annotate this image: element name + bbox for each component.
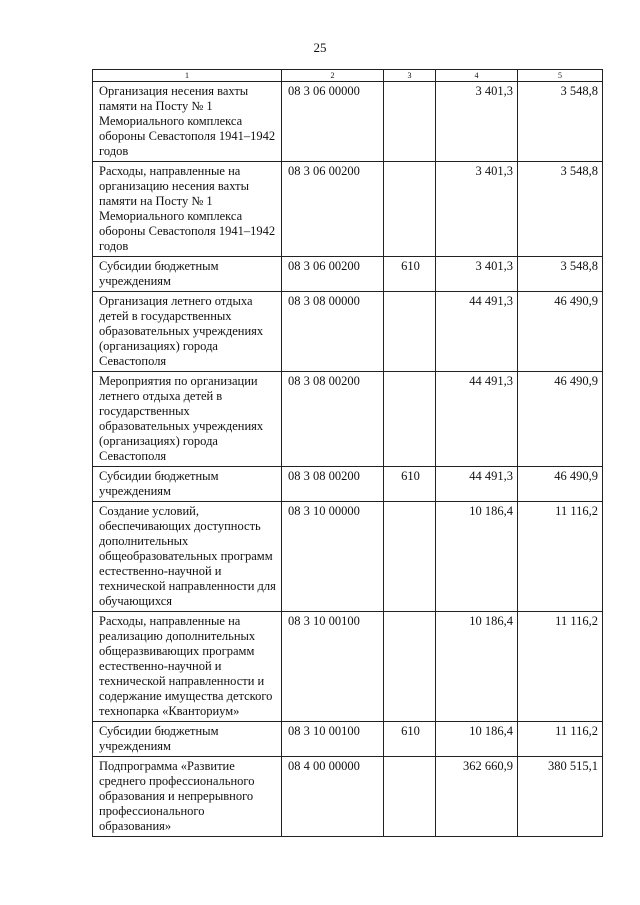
row-name: Организация летнего отдыха детей в государственных образовательных учреждениях (организациях) города Севастополя (93, 292, 282, 372)
row-sum-1: 3 401,3 (436, 82, 518, 162)
row-code: 08 3 08 00200 (282, 372, 384, 467)
row-code: 08 3 08 00000 (282, 292, 384, 372)
column-header-1: 1 (93, 70, 282, 82)
row-name: Подпрограмма «Развитие среднего профессионального образования и непрерывного профессионального образования» (93, 757, 282, 837)
row-name: Мероприятия по организации летнего отдыха детей в государственных образовательных учреждениях (организациях) города Севастополя (93, 372, 282, 467)
row-code: 08 3 10 00100 (282, 612, 384, 722)
row-code: 08 3 10 00000 (282, 502, 384, 612)
column-header-4: 4 (436, 70, 518, 82)
row-sum-1: 44 491,3 (436, 372, 518, 467)
row-sum-1: 362 660,9 (436, 757, 518, 837)
budget-table (92, 69, 603, 837)
row-sum-2: 380 515,1 (518, 757, 603, 837)
row-code: 08 3 06 00000 (282, 82, 384, 162)
row-expense-type (384, 162, 436, 257)
row-expense-type (384, 502, 436, 612)
table-row (93, 612, 603, 722)
table-row (93, 722, 603, 757)
column-header-3: 3 (384, 70, 436, 82)
row-expense-type (384, 612, 436, 722)
table-row (93, 467, 603, 502)
table-row (93, 82, 603, 162)
row-name: Расходы, направленные на организацию несения вахты памяти на Посту № 1 Мемориального комплекса обороны Севастополя 1941–1942 годов (93, 162, 282, 257)
row-code: 08 4 00 00000 (282, 757, 384, 837)
page-number: 25 (313, 40, 327, 55)
row-sum-2: 11 116,2 (518, 502, 603, 612)
row-name: Организация несения вахты памяти на Посту № 1 Мемориального комплекса обороны Севастополя 1941–1942 годов (93, 82, 282, 162)
column-header-5: 5 (518, 70, 603, 82)
row-expense-type (384, 292, 436, 372)
row-expense-type: 610 (384, 722, 436, 757)
header-row (93, 70, 603, 82)
row-sum-1: 44 491,3 (436, 292, 518, 372)
row-expense-type: 610 (384, 467, 436, 502)
table-row (93, 372, 603, 467)
table-row (93, 502, 603, 612)
table-row (93, 757, 603, 837)
row-sum-2: 46 490,9 (518, 467, 603, 502)
row-sum-2: 3 548,8 (518, 162, 603, 257)
row-code: 08 3 08 00200 (282, 467, 384, 502)
row-sum-2: 11 116,2 (518, 722, 603, 757)
row-expense-type (384, 372, 436, 467)
row-name: Субсидии бюджетным учреждениям (93, 722, 282, 757)
row-name: Субсидии бюджетным учреждениям (93, 467, 282, 502)
row-sum-2: 46 490,9 (518, 292, 603, 372)
row-sum-1: 10 186,4 (436, 502, 518, 612)
row-sum-2: 3 548,8 (518, 257, 603, 292)
row-sum-1: 3 401,3 (436, 257, 518, 292)
row-name: Создание условий, обеспечивающих доступность дополнительных общеобразовательных программ естественно-научной и технической направленности для обучающихся (93, 502, 282, 612)
table-row (93, 292, 603, 372)
row-expense-type: 610 (384, 257, 436, 292)
row-name: Субсидии бюджетным учреждениям (93, 257, 282, 292)
row-name: Расходы, направленные на реализацию дополнительных общеразвивающих программ естественно-научной и технической направленности и содержание имущества детского технопарка «Кванториум» (93, 612, 282, 722)
row-sum-2: 3 548,8 (518, 82, 603, 162)
table-row (93, 162, 603, 257)
row-code: 08 3 10 00100 (282, 722, 384, 757)
row-code: 08 3 06 00200 (282, 162, 384, 257)
row-sum-1: 44 491,3 (436, 467, 518, 502)
row-sum-2: 46 490,9 (518, 372, 603, 467)
row-sum-1: 3 401,3 (436, 162, 518, 257)
row-sum-1: 10 186,4 (436, 612, 518, 722)
table-row (93, 257, 603, 292)
row-expense-type (384, 757, 436, 837)
row-sum-1: 10 186,4 (436, 722, 518, 757)
row-expense-type (384, 82, 436, 162)
column-header-2: 2 (282, 70, 384, 82)
row-sum-2: 11 116,2 (518, 612, 603, 722)
row-code: 08 3 06 00200 (282, 257, 384, 292)
